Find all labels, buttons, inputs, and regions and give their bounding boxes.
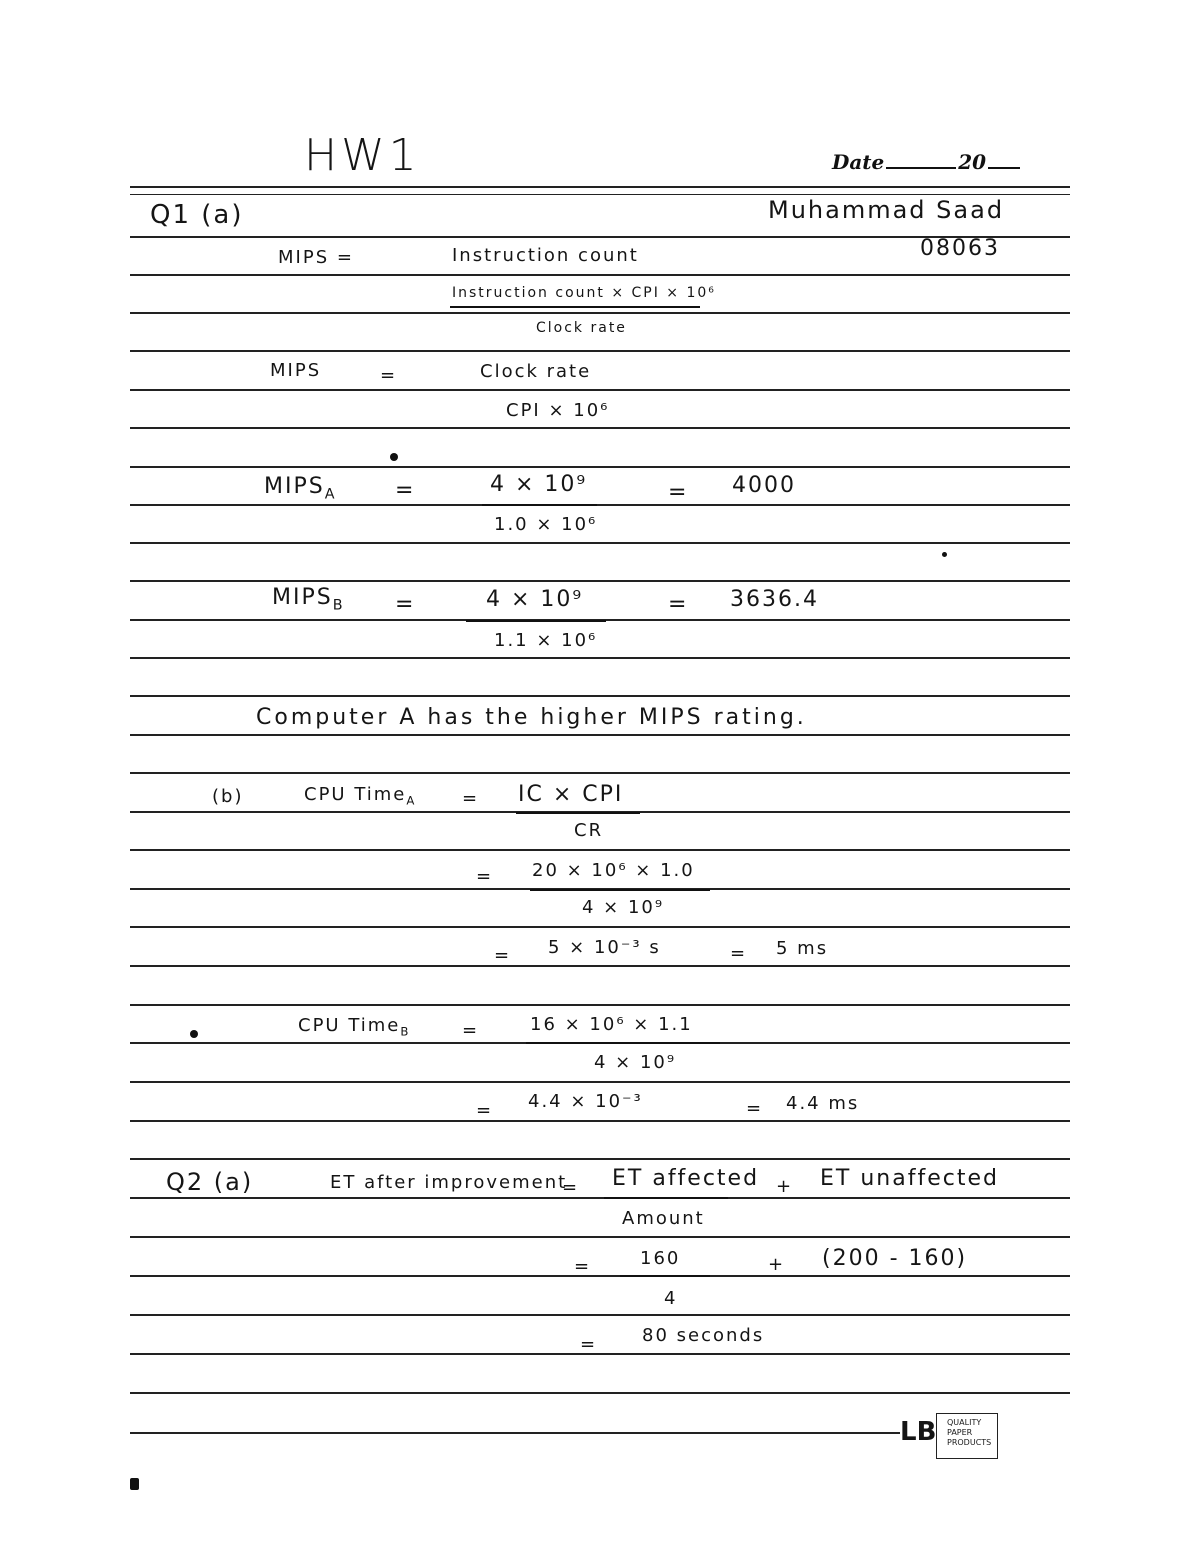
q2-line3-res: 80 seconds (642, 1325, 765, 1346)
rule-line (130, 312, 1070, 314)
mips-a-result: 4000 (732, 473, 796, 498)
rule-line (130, 1158, 1070, 1160)
logo-text-3: PRODUCTS (947, 1438, 992, 1447)
cpu-a-line3-val: 5 × 10⁻³ s (548, 937, 661, 958)
mips-a-label: MIPS (264, 474, 325, 499)
student-id: 08063 (920, 236, 1000, 261)
fraction-bar (620, 1275, 710, 1277)
date-field (832, 150, 1022, 174)
rule-line (130, 186, 1070, 188)
author-name: Muhammad Saad (768, 196, 1005, 224)
mips-def-mid: Instruction count × CPI × 10⁶ (452, 285, 716, 301)
q1-conclusion: Computer A has the higher MIPS rating. (256, 705, 807, 730)
mips-b-sub: B (332, 597, 345, 614)
fraction-bar (530, 889, 710, 891)
cpu-a-sub: A (406, 793, 417, 808)
mips-def-num: Instruction count (452, 245, 639, 266)
mips-b-eq2: = (668, 592, 689, 617)
cpu-a-den: CR (574, 820, 604, 841)
mips-simpl-eq: = (380, 365, 398, 386)
cpu-b-eq: = (462, 1020, 480, 1041)
mips-a-num: 4 × 10⁹ (490, 472, 588, 497)
mips-b-eq: = (395, 592, 416, 617)
cpu-a-line3-res: 5 ms (776, 938, 829, 959)
ink-dot (942, 552, 947, 557)
rule-line (130, 1353, 1070, 1355)
rule-line (130, 695, 1070, 697)
mips-a-lhs (264, 474, 336, 502)
q2-line2-eq: = (574, 1256, 592, 1277)
cpu-a-line3-eq2: = (730, 943, 748, 964)
logo-mark: LB (900, 1417, 937, 1447)
ink-dot (190, 1030, 198, 1038)
q2-label: Q2 (a) (166, 1168, 254, 1196)
q2-line3-eq: = (580, 1334, 598, 1355)
cpu-a-eq: = (462, 788, 480, 809)
rule-line (130, 427, 1070, 429)
q2-line2-rhs: (200 - 160) (822, 1246, 968, 1271)
mips-simpl-num: Clock rate (480, 361, 592, 382)
rule-line (130, 1432, 900, 1434)
q2-line2-num: 160 (640, 1248, 681, 1269)
q2-num: ET affected (612, 1166, 760, 1191)
rule-line (130, 849, 1070, 851)
rule-line (130, 1314, 1070, 1316)
date-year: 20 (958, 150, 987, 174)
page-title: HW1 (304, 130, 421, 181)
cpu-b-line2-val: 4.4 × 10⁻³ (528, 1091, 643, 1112)
q2-den: Amount (622, 1208, 705, 1229)
q2-plus: + (776, 1176, 794, 1197)
logo-text-2: PAPER (947, 1428, 973, 1437)
rule-line (130, 1197, 1070, 1199)
date-label: Date (832, 150, 885, 174)
cpu-b-line2-eq: = (476, 1100, 494, 1121)
mips-b-num: 4 × 10⁹ (486, 587, 584, 612)
rule-line (130, 1081, 1070, 1083)
cpu-a-line2-num: 20 × 10⁶ × 1.0 (532, 860, 695, 881)
cpu-b-lhs (298, 1015, 410, 1039)
fraction-bar (516, 812, 640, 814)
mips-simpl-den: CPI × 10⁶ (506, 400, 610, 421)
mips-a-eq: = (395, 478, 416, 503)
rule-line (130, 350, 1070, 352)
rule-line (130, 1275, 1070, 1277)
q2-line2-den: 4 (664, 1288, 678, 1309)
fraction-bar (482, 504, 597, 506)
rule-line (130, 542, 1070, 544)
rule-line (130, 772, 1070, 774)
q1b-label: (b) (212, 786, 244, 807)
mips-a-sub: A (324, 486, 337, 503)
rule-line (130, 1392, 1070, 1394)
mips-simpl-lhs: MIPS (270, 360, 322, 381)
rule-line (130, 466, 1070, 468)
cpu-b-line2-res: 4.4 ms (786, 1093, 860, 1114)
cpu-a-line2-den: 4 × 10⁹ (582, 897, 665, 918)
rule-line (130, 504, 1070, 506)
q1-label: Q1 (a) (150, 200, 244, 230)
fraction-bar (466, 620, 606, 622)
mips-b-result: 3636.4 (730, 587, 819, 612)
rule-line (130, 274, 1070, 276)
cpu-b-sub: B (400, 1024, 411, 1039)
rule-line (130, 194, 1070, 195)
mips-b-label: MIPS (272, 585, 333, 610)
q2-line2-plus: + (768, 1254, 786, 1275)
mips-b-den: 1.1 × 10⁶ (494, 630, 598, 651)
date-blank (886, 167, 956, 169)
rule-line (130, 1236, 1070, 1238)
cpu-a-lhs (304, 784, 416, 808)
cpu-a-label: CPU Time (304, 784, 407, 805)
cpu-b-num: 16 × 10⁶ × 1.1 (530, 1014, 693, 1035)
q2-eq: = (562, 1177, 580, 1198)
ink-mark (130, 1478, 139, 1490)
cpu-b-den: 4 × 10⁹ (594, 1052, 677, 1073)
mips-def-den: Clock rate (536, 320, 627, 336)
logo-box (936, 1413, 998, 1459)
cpu-a-line2-eq: = (476, 866, 494, 887)
rule-line (130, 965, 1070, 967)
cpu-a-line3-eq: = (494, 945, 512, 966)
paper-brand-logo (900, 1407, 1000, 1463)
fraction-bar (604, 1197, 728, 1199)
mips-def-lhs: MIPS = (278, 247, 354, 268)
rule-line (130, 580, 1070, 582)
logo-text-1: QUALITY (947, 1418, 982, 1427)
fraction-bar (450, 306, 700, 308)
mips-a-eq2: = (668, 480, 689, 505)
date-blank (988, 167, 1020, 169)
q2-lhs: ET after improvement (330, 1172, 568, 1193)
q2-rhs: ET unaffected (820, 1166, 999, 1191)
rule-line (130, 926, 1070, 928)
rule-line (130, 1004, 1070, 1006)
mips-b-lhs (272, 585, 345, 613)
cpu-a-num: IC × CPI (518, 782, 624, 807)
rule-line (130, 389, 1070, 391)
cpu-b-line2-eq2: = (746, 1098, 764, 1119)
mips-a-den: 1.0 × 10⁶ (494, 514, 598, 535)
rule-line (130, 657, 1070, 659)
rule-line (130, 734, 1070, 736)
cpu-b-label: CPU Time (298, 1015, 401, 1036)
rule-line (130, 1120, 1070, 1122)
fraction-bar (526, 1042, 720, 1044)
ink-dot (390, 453, 398, 461)
